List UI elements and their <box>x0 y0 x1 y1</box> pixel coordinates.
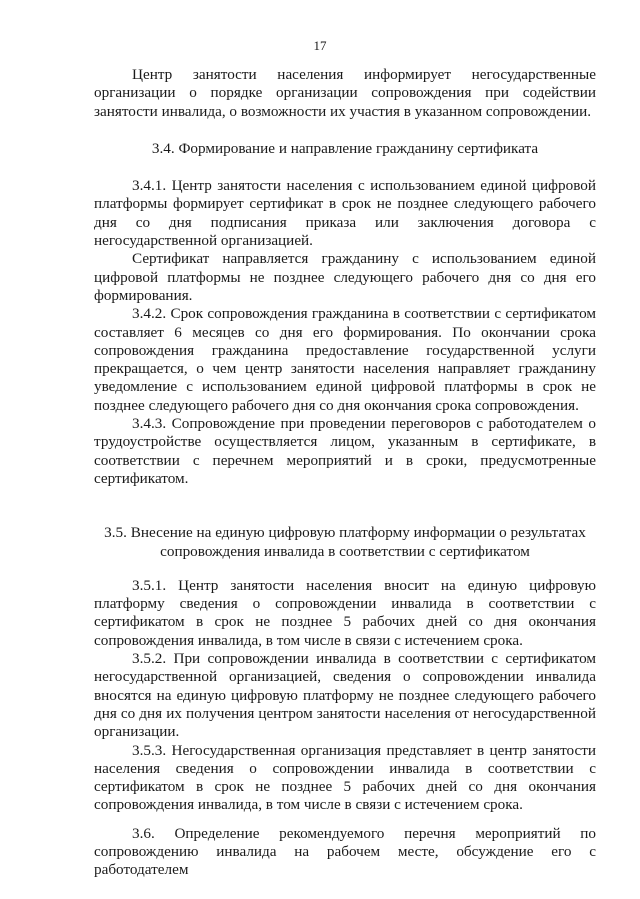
paragraph-3-5-3: 3.5.3. Негосударственная организация представляет в центр занятости населения сведения о сопровождении инвалида в соответствии с сертификатом в срок не позднее 5 рабочих дней со дня окончания сопровождения инвалида, в том числе в связи с истечением срока. <box>94 741 596 814</box>
section-3-5-heading-line-2: сопровождения инвалида в соответствии с сертификатом <box>160 542 530 560</box>
section-3-5-heading <box>94 524 596 561</box>
page-number: 17 <box>313 38 327 53</box>
section-3-5-heading-line-1: 3.5. Внесение на единую цифровую платформу информации о результатах <box>104 524 586 542</box>
paragraph-3-5-1: 3.5.1. Центр занятости населения вносит на единую цифровую платформу сведения о сопровождении инвалида в соответствии с сертификатом в срок не позднее 5 рабочих дней со дня окончания сопровождения инвалида, в том числе в связи с истечением срока. <box>94 576 596 649</box>
paragraph-3-4-3: 3.4.3. Сопровождение при проведении переговоров с работодателем о трудоустройстве осуществляется лицом, указанным в сертификате, в соответствии с перечнем мероприятий и в сроки, предусмотренные сертификатом. <box>94 415 596 487</box>
paragraph-3-5-2: 3.5.2. При сопровождении инвалида в соответствии с сертификатом негосударственной организацией, сведения о сопровождении инвалида вносятся на единую цифровую платформу не позднее следующего рабочего дня со дня их получения центром занятости населения от негосударственной организации. <box>94 650 596 741</box>
paragraph-3-4-2: 3.4.2. Срок сопровождения гражданина в соответствии с сертификатом составляет 6 месяцев со дня его формирования. По окончании срока сопровождения гражданина предоставление государственной услуги прекращается, о чем центр занятости населения направляет гражданину уведомление с использованием единой цифровой платформы в срок не позднее следующего рабочего дня со дня окончания срока сопровождения. <box>94 305 596 414</box>
section-3-4-heading: 3.4. Формирование и направление гражданину сертификата <box>151 139 539 157</box>
intro-paragraph: Центр занятости населения информирует негосударственные организации о порядке организации сопровождения при содействии занятости инвалида, о возможности их участия в указанном сопровождении. <box>94 66 596 120</box>
document-body <box>94 66 596 880</box>
paragraph-certificate-sent: Сертификат направляется гражданину с использованием единой цифровой платформы не позднее следующего рабочего дня со дня его формирования. <box>94 250 596 304</box>
paragraph-3-4-1: 3.4.1. Центр занятости населения с использованием единой цифровой платформы формирует сертификат в срок не позднее следующего рабочего дня со дня подписания приказа или заключения договора с негосударственной организацией. <box>94 177 596 250</box>
section-3-6-paragraph: 3.6. Определение рекомендуемого перечня мероприятий по сопровождению инвалида на рабочем месте, обсуждение его с работодателем <box>94 824 596 879</box>
